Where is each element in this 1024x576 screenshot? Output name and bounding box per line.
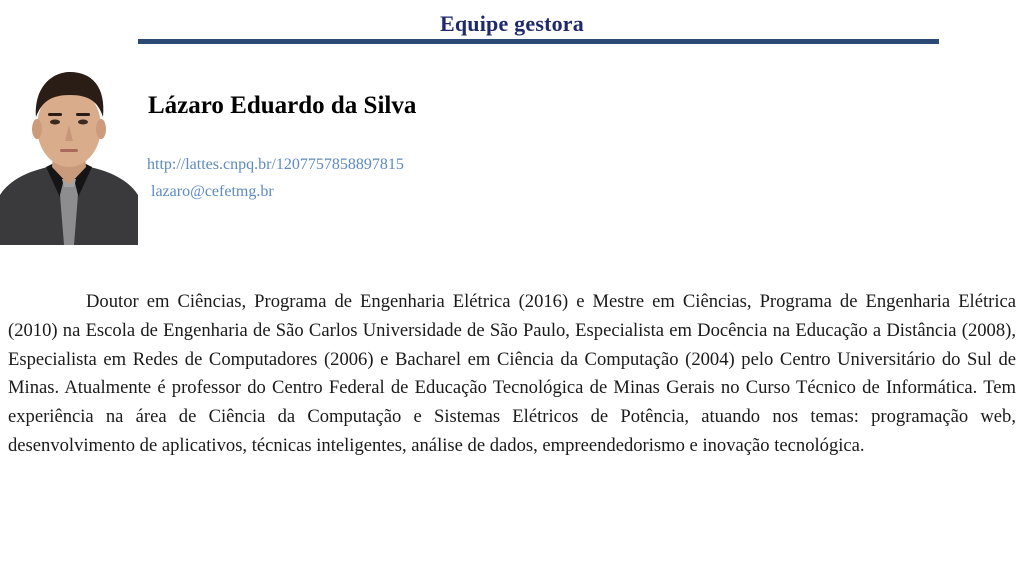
lattes-link[interactable]: http://lattes.cnpq.br/1207757858897815 bbox=[147, 156, 404, 173]
title-divider bbox=[138, 39, 939, 44]
email-link[interactable]: lazaro@cefetmg.br bbox=[151, 183, 274, 200]
bio-paragraph: Doutor em Ciências, Programa de Engenharia Elétrica (2016) e Mestre em Ciências, Programa de Engenharia Elétrica (2010) na Escola de Engenharia de São Carlos Universidade de São Paulo, Especialista em Docência na Educação a Distância (2008), Especialista em Redes de Computadores (2006) e Bacharel em Ciência da Computação (2004) pelo Centro Universitário do Sul de Minas. Atualmente é professor do Centro Federal de Educação Tecnológica de Minas Gerais no Curso Técnico de Informática. Tem experiência na área de Ciência da Computação e Sistemas Elétricos de Potência, atuando nos temas: programação web, desenvolvimento de aplicativos, técnicas inteligentes, análise de dados, empreendedorismo e inovação tecnológica. bbox=[8, 291, 1016, 456]
person-name: Lázaro Eduardo da Silva bbox=[148, 92, 417, 119]
page-title: Equipe gestora bbox=[440, 11, 584, 36]
profile-photo bbox=[0, 67, 138, 245]
